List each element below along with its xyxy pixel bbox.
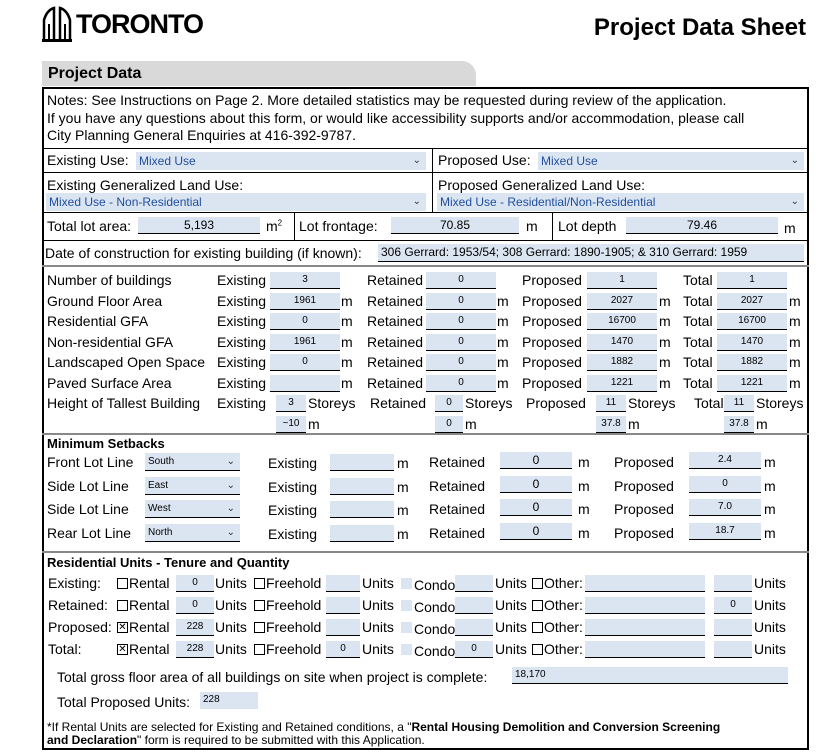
unit-m: m <box>341 292 353 309</box>
setback-label: Front Lot Line <box>47 454 134 470</box>
retained-label: Retained <box>429 524 486 541</box>
chevron-down-icon: ⌄ <box>412 155 421 166</box>
stat-label: Ground Floor Area <box>47 292 163 309</box>
proposed-label: Proposed <box>614 524 674 541</box>
condo-checkbox[interactable] <box>401 600 412 611</box>
chevron-down-icon: ⌄ <box>226 456 235 467</box>
proposed-field[interactable]: 1470 <box>587 334 657 351</box>
total-label: Total <box>694 395 724 411</box>
rental-checked-icon[interactable]: ✕ <box>118 644 127 655</box>
existing-label: Existing <box>217 272 267 288</box>
total-field[interactable]: 2027 <box>717 293 787 310</box>
rental-label: Rental <box>129 597 170 613</box>
units-label: Units <box>495 641 527 657</box>
retained-field[interactable]: 0 <box>426 272 496 289</box>
proposed-label: Proposed <box>522 354 582 370</box>
divider <box>42 172 809 173</box>
direction-select[interactable] <box>145 524 240 542</box>
existing-label: Existing <box>217 313 267 329</box>
proposed-generalized-label: Proposed Generalized Land Use: <box>438 177 646 193</box>
direction-select[interactable] <box>145 453 240 471</box>
setback-label: Side Lot Line <box>47 477 129 494</box>
unit-m: m <box>578 524 590 541</box>
stat-label: Number of buildings <box>47 272 172 288</box>
divider <box>42 551 809 553</box>
condo-label: Condo <box>414 643 456 659</box>
rental-label: Rental <box>129 619 170 635</box>
lot-depth-label: Lot depth <box>558 218 617 234</box>
total-storeys-field[interactable]: 11 <box>724 395 754 412</box>
freehold-label: Freehold <box>266 575 322 591</box>
other-checkbox[interactable] <box>532 622 543 633</box>
total-label: Total <box>683 333 713 350</box>
direction-value: East <box>148 479 169 491</box>
divider <box>42 240 809 241</box>
units-label: Units <box>495 619 527 635</box>
proposed-label: Proposed <box>522 272 582 288</box>
direction-select[interactable] <box>145 477 240 495</box>
existing-field[interactable]: 3 <box>270 272 340 289</box>
chevron-down-icon: ⌄ <box>790 196 799 207</box>
unit-m: m <box>578 454 590 470</box>
existing-field[interactable] <box>330 501 394 518</box>
toronto-logo <box>42 4 203 44</box>
lot-area-label: Total lot area: <box>47 218 132 234</box>
units-label: Units <box>495 575 527 591</box>
condo-label: Condo <box>414 577 456 593</box>
condo-field[interactable] <box>455 575 493 592</box>
unit-m: m <box>341 374 353 391</box>
proposed-generalized-select[interactable] <box>437 193 804 211</box>
rental-label: Rental <box>129 575 170 591</box>
proposed-use-label: Proposed Use: <box>438 152 531 168</box>
proposed-label: Proposed <box>522 333 582 350</box>
existing-field[interactable] <box>330 454 394 471</box>
footnote-bold-1: Rental Housing Demolition and Conversion Screening <box>411 720 721 734</box>
unit-m: m <box>628 416 640 432</box>
existing-field[interactable]: 0 <box>270 313 340 330</box>
other-label: Other: <box>544 597 583 613</box>
proposed-label: Proposed <box>614 454 674 470</box>
proposed-field[interactable]: 1 <box>587 272 657 289</box>
existing-use-label: Existing Use: <box>47 152 129 168</box>
unit-m: m <box>789 313 801 329</box>
freehold-label: Freehold <box>266 597 322 613</box>
proposed-label: Proposed <box>526 395 586 411</box>
proposed-height-m-field[interactable]: 37.8 <box>596 416 626 433</box>
other-label: Other: <box>544 619 583 635</box>
lot-area-field[interactable]: 5,193 <box>138 217 260 234</box>
direction-select[interactable] <box>145 500 240 518</box>
existing-generalized-value: Mixed Use - Non-Residential <box>49 195 202 209</box>
total-field[interactable]: 16700 <box>717 313 787 330</box>
total-field[interactable]: 1 <box>717 272 787 289</box>
other-field[interactable] <box>714 641 752 658</box>
unit-m: m <box>578 477 590 494</box>
total-field[interactable]: 1882 <box>717 354 787 371</box>
proposed-use-select[interactable] <box>538 152 804 170</box>
unit-m: m <box>341 313 353 329</box>
proposed-label: Proposed <box>614 477 674 494</box>
footnote-suffix: " form is required to be submitted with this Application. <box>137 733 425 747</box>
retained-height-m-field[interactable]: 0 <box>435 416 463 433</box>
setbacks-title: Minimum Setbacks <box>47 436 165 451</box>
chevron-down-icon: ⌄ <box>226 479 235 491</box>
chevron-down-icon: ⌄ <box>226 526 235 538</box>
unit-m: m <box>497 354 509 370</box>
existing-field[interactable] <box>330 525 394 542</box>
rental-checked-icon[interactable]: ✕ <box>118 622 127 633</box>
freehold-checkbox[interactable] <box>254 600 265 611</box>
existing-field[interactable] <box>270 375 340 392</box>
unit-m: m <box>497 374 509 391</box>
unit-m: m <box>789 374 801 391</box>
other-field[interactable] <box>714 575 752 592</box>
units-label: Units <box>215 619 247 635</box>
unit-m: m <box>789 333 801 350</box>
footnote-prefix: *If Rental Units are selected for Existing and Retained conditions, a " <box>47 720 412 734</box>
units-label: Units <box>215 641 247 657</box>
divider <box>42 433 809 435</box>
stat-label: Landscaped Open Space <box>47 354 206 370</box>
other-description-field[interactable] <box>585 597 705 614</box>
other-field[interactable] <box>714 619 752 636</box>
rental-field[interactable]: 228 <box>176 641 214 658</box>
direction-value: South <box>148 456 175 467</box>
total-height-m-field[interactable]: 37.8 <box>724 416 754 433</box>
proposed-label: Proposed <box>614 501 674 517</box>
existing-field[interactable]: 0 <box>270 354 340 371</box>
retained-field[interactable]: 0 <box>500 452 572 469</box>
setback-label: Side Lot Line <box>47 501 129 517</box>
notes-line-1: Notes: See Instructions on Page 2. More detailed statistics may be requested during review of the application. <box>47 92 727 108</box>
units-row-label: Existing: <box>48 575 101 591</box>
rental-field[interactable]: 0 <box>176 575 214 592</box>
existing-generalized-label: Existing Generalized Land Use: <box>47 177 244 193</box>
unit-m: m <box>497 313 509 329</box>
rental-field[interactable]: 0 <box>176 597 214 614</box>
construction-label: Date of construction for existing building (if known): <box>45 245 362 261</box>
unit-m: m <box>341 333 353 350</box>
units-label: Units <box>754 597 786 613</box>
freehold-field[interactable] <box>326 619 360 636</box>
proposed-label: Proposed <box>522 292 582 309</box>
lot-depth-field[interactable]: 79.46 <box>626 217 778 234</box>
unit-m: m <box>397 502 409 518</box>
condo-field[interactable] <box>455 597 493 614</box>
existing-field[interactable]: 1961 <box>270 334 340 351</box>
unit-m: m <box>397 478 409 495</box>
proposed-use-value: Mixed Use <box>541 154 598 168</box>
total-label: Total <box>683 374 713 391</box>
divider <box>432 148 433 212</box>
divider <box>42 212 809 213</box>
retained-label: Retained <box>367 333 424 350</box>
unit-m: m <box>789 354 801 370</box>
rental-checkbox[interactable] <box>117 578 128 589</box>
existing-label: Existing <box>268 525 318 542</box>
unit-m: m <box>341 354 353 370</box>
proposed-field[interactable]: 2.4 <box>689 452 761 469</box>
notes-line-3: City Planning General Enquiries at 416-392-9787. <box>47 127 356 143</box>
existing-label: Existing <box>268 502 318 518</box>
proposed-field[interactable]: 0 <box>689 476 761 493</box>
units-label: Units <box>495 597 527 613</box>
units-label: Units <box>362 619 394 635</box>
divider <box>42 265 809 267</box>
units-label: Units <box>215 597 247 613</box>
proposed-field[interactable]: 16700 <box>587 313 657 330</box>
unit-m: m <box>465 416 477 432</box>
retained-field[interactable]: 0 <box>500 476 572 493</box>
height-label: Height of Tallest Building <box>47 395 201 411</box>
other-label: Other: <box>544 575 583 591</box>
retained-storeys-field[interactable]: 0 <box>435 395 463 412</box>
existing-label: Existing <box>217 395 267 411</box>
units-title: Residential Units - Tenure and Quantity <box>47 555 290 570</box>
total-field[interactable]: 1221 <box>717 375 787 392</box>
retained-label: Retained <box>367 313 424 329</box>
city-hall-icon <box>42 6 72 42</box>
retained-field[interactable]: 0 <box>500 499 572 516</box>
proposed-label: Proposed <box>522 374 582 391</box>
direction-value: West <box>148 503 171 514</box>
unit-m: m <box>308 416 320 432</box>
freehold-field[interactable] <box>326 575 360 592</box>
unit-m: m <box>578 501 590 517</box>
condo-field[interactable]: 0 <box>455 641 493 658</box>
retained-label: Retained <box>367 354 424 370</box>
freehold-checkbox[interactable] <box>254 644 265 655</box>
unit-m: m <box>397 525 409 542</box>
unit-m: m <box>756 416 768 432</box>
units-label: Units <box>362 597 394 613</box>
other-checkbox[interactable] <box>532 578 543 589</box>
retained-label: Retained <box>429 477 486 494</box>
unit-m: m <box>397 455 409 471</box>
logo-text: TORONTO <box>76 8 204 39</box>
retained-field[interactable]: 0 <box>426 375 496 392</box>
retained-label: Retained <box>429 454 486 470</box>
retained-field[interactable]: 0 <box>426 313 496 330</box>
total-label: Total <box>683 313 713 329</box>
proposed-field[interactable]: 1882 <box>587 354 657 371</box>
other-field[interactable]: 0 <box>714 597 752 614</box>
page-title: Project Data Sheet <box>593 14 806 41</box>
units-row-label: Proposed: <box>48 619 112 635</box>
existing-label: Existing <box>268 455 318 471</box>
rental-field[interactable]: 228 <box>176 619 214 636</box>
proposed-field[interactable]: 7.0 <box>689 499 761 516</box>
proposed-field[interactable]: 2027 <box>587 293 657 310</box>
setback-label: Rear Lot Line <box>47 524 132 541</box>
condo-checkbox[interactable] <box>401 644 412 655</box>
footnote <box>47 721 720 747</box>
freehold-checkbox[interactable] <box>254 622 265 633</box>
retained-field[interactable]: 0 <box>426 293 496 310</box>
unit-m: m <box>659 313 671 329</box>
direction-value: North <box>148 526 173 538</box>
total-label: Total <box>683 292 713 309</box>
total-units-label: Total Proposed Units: <box>57 694 191 710</box>
unit-m: m <box>497 292 509 309</box>
total-label: Total <box>683 272 713 288</box>
unit-m: m <box>764 501 776 517</box>
storeys-unit: Storeys <box>308 395 356 411</box>
other-description-field[interactable] <box>585 619 705 636</box>
existing-label: Existing <box>217 374 267 391</box>
stat-label: Residential GFA <box>47 313 149 329</box>
lot-area-unit <box>266 218 282 234</box>
other-checkbox[interactable] <box>532 644 543 655</box>
existing-generalized-select[interactable] <box>46 193 426 211</box>
freehold-field[interactable] <box>326 597 360 614</box>
unit-m: m <box>764 524 776 541</box>
total-label: Total <box>683 354 713 370</box>
freehold-checkbox[interactable] <box>254 578 265 589</box>
unit-m: m <box>764 454 776 470</box>
other-description-field[interactable] <box>585 575 705 592</box>
existing-label: Existing <box>217 354 267 370</box>
total-units-field[interactable]: 228 <box>200 692 258 709</box>
divider <box>552 212 553 240</box>
total-gfa-field[interactable]: 18,170 <box>512 667 788 684</box>
unit-m: m <box>659 374 671 391</box>
existing-label: Existing <box>217 292 267 309</box>
unit-m: m <box>659 354 671 370</box>
existing-height-m-field[interactable]: ~10 <box>276 416 306 433</box>
unit-m: m <box>789 292 801 309</box>
rental-label: Rental <box>129 641 170 657</box>
other-label: Other: <box>544 641 583 657</box>
chevron-down-icon: ⌄ <box>226 503 235 514</box>
unit-m: m <box>659 333 671 350</box>
retained-label: Retained <box>370 395 427 411</box>
condo-label: Condo <box>414 621 456 637</box>
divider <box>294 212 295 240</box>
condo-field[interactable] <box>455 619 493 636</box>
condo-label: Condo <box>414 599 456 615</box>
lot-frontage-field[interactable]: 70.85 <box>391 217 519 234</box>
retained-label: Retained <box>429 501 486 517</box>
existing-use-value: Mixed Use <box>139 154 196 168</box>
construction-field[interactable]: 306 Gerrard: 1953/54; 308 Gerrard: 1890-1905; & 310 Gerrard: 1959 <box>378 244 804 262</box>
notes-line-2: If you have any questions about this form, or would like accessibility supports and/or accommodation, please call <box>47 110 745 126</box>
retained-label: Retained <box>367 272 424 288</box>
divider <box>42 148 809 149</box>
storeys-unit: Storeys <box>756 395 804 411</box>
units-label: Units <box>215 575 247 591</box>
chevron-down-icon: ⌄ <box>790 155 799 166</box>
units-label: Units <box>362 575 394 591</box>
proposed-storeys-field[interactable]: 11 <box>596 395 626 412</box>
unit-squared: 2 <box>277 218 283 228</box>
existing-label: Existing <box>268 478 318 495</box>
total-field[interactable]: 1470 <box>717 334 787 351</box>
existing-label: Existing <box>217 333 267 350</box>
unit-m: m <box>266 218 278 234</box>
retained-label: Retained <box>367 292 424 309</box>
condo-checkbox[interactable] <box>401 578 412 589</box>
existing-use-select[interactable] <box>136 152 426 170</box>
retained-field[interactable]: 0 <box>500 523 572 540</box>
chevron-down-icon: ⌄ <box>412 196 421 207</box>
rental-checkbox[interactable] <box>117 600 128 611</box>
stat-label: Paved Surface Area <box>47 374 172 391</box>
proposed-label: Proposed <box>522 313 582 329</box>
existing-storeys-field[interactable]: 3 <box>276 395 306 412</box>
condo-checkbox[interactable] <box>401 622 412 633</box>
unit-m: m <box>497 333 509 350</box>
storeys-unit: Storeys <box>628 395 676 411</box>
freehold-field[interactable]: 0 <box>326 641 360 658</box>
stat-label: Non-residential GFA <box>47 333 174 350</box>
units-row-label: Total: <box>48 641 82 657</box>
proposed-generalized-value: Mixed Use - Residential/Non-Residential <box>440 195 656 209</box>
storeys-unit: Storeys <box>465 395 513 411</box>
section-title: Project Data <box>42 61 476 86</box>
retained-field[interactable]: 0 <box>426 354 496 371</box>
units-label: Units <box>754 641 786 657</box>
lot-depth-unit: m <box>784 220 796 236</box>
lot-frontage-unit: m <box>526 218 538 234</box>
proposed-field[interactable]: 1221 <box>587 375 657 392</box>
units-label: Units <box>754 619 786 635</box>
existing-field[interactable]: 1961 <box>270 293 340 310</box>
retained-label: Retained <box>367 374 424 391</box>
unit-m: m <box>764 477 776 494</box>
existing-field[interactable] <box>330 478 394 495</box>
unit-m: m <box>659 292 671 309</box>
lot-frontage-label: Lot frontage: <box>299 218 378 234</box>
units-row-label: Retained: <box>48 597 108 613</box>
proposed-field[interactable]: 18.7 <box>689 523 761 540</box>
units-label: Units <box>362 641 394 657</box>
total-gfa-label: Total gross floor area of all buildings on site when project is complete: <box>57 669 488 685</box>
other-checkbox[interactable] <box>532 600 543 611</box>
other-description-field[interactable] <box>585 641 705 658</box>
freehold-label: Freehold <box>266 619 322 635</box>
footnote-bold-2: and Declaration <box>47 733 138 747</box>
freehold-label: Freehold <box>266 641 322 657</box>
retained-field[interactable]: 0 <box>426 334 496 351</box>
units-label: Units <box>754 575 786 591</box>
